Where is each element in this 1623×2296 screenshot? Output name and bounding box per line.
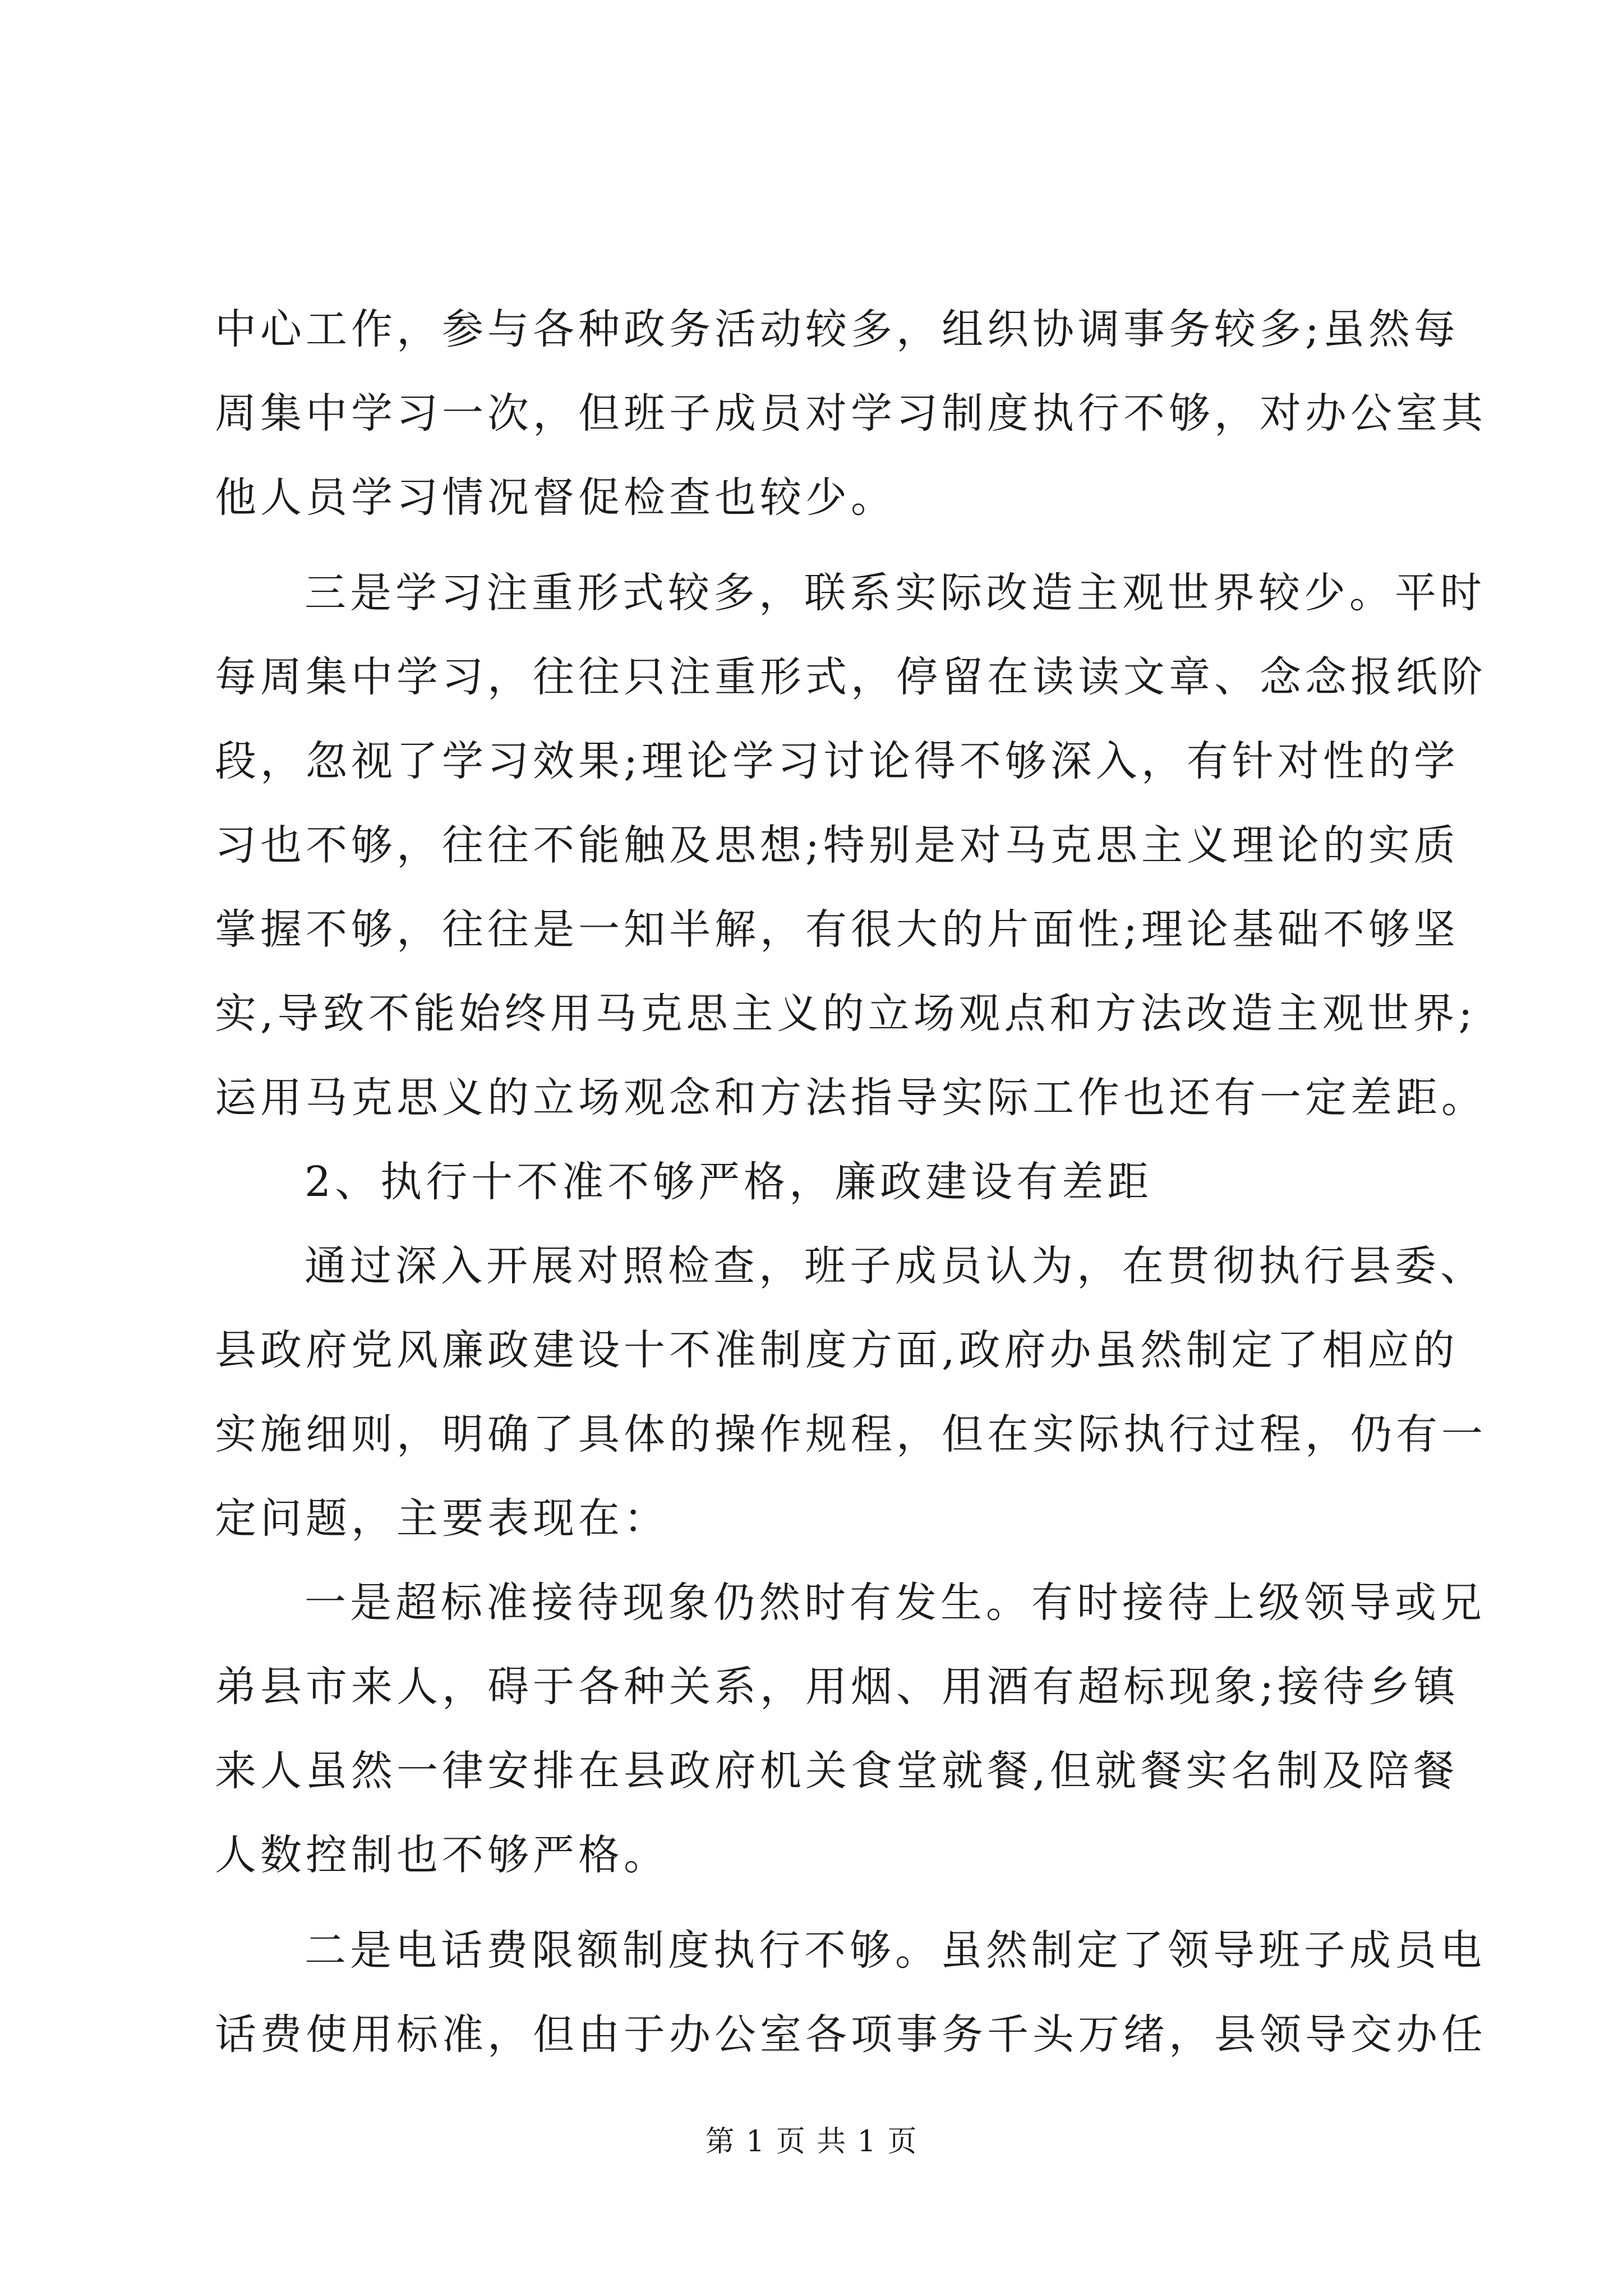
paragraph-first-line: 二是电话费限额制度执行不够。虽然制定了领导班子成员电 bbox=[305, 1926, 1486, 1975]
text-line: 来人虽然一律安排在县政府机关食堂就餐,但就餐实名制及陪餐 bbox=[215, 1747, 1459, 1795]
text-line: 习也不够，往往不能触及思想;特别是对马克思主义理论的实质 bbox=[215, 821, 1459, 869]
page-number-footer: 第 1 页 共 1 页 bbox=[705, 2125, 918, 2159]
text-line: 他人员学习情况督促检查也较少。 bbox=[215, 473, 896, 522]
text-line: 实,导致不能始终用马克思主义的立场观点和方法改造主观世界; bbox=[215, 990, 1477, 1038]
text-line: 掌握不够，往往是一知半解，有很大的片面性;理论基础不够坚 bbox=[215, 905, 1459, 954]
text-line: 段，忽视了学习效果;理论学习讨论得不够深入，有针对性的学 bbox=[215, 737, 1459, 785]
text-line: 运用马克思义的立场观念和方法指导实际工作也还有一定差距。 bbox=[215, 1074, 1487, 1122]
section-heading: 2、执行十不准不够严格，廉政建设有差距 bbox=[305, 1158, 1153, 1206]
paragraph-first-line: 通过深入开展对照检查，班子成员认为，在贯彻执行县委、 bbox=[305, 1242, 1486, 1290]
paragraph-first-line: 三是学习注重形式较多，联系实际改造主观世界较少。平时 bbox=[305, 569, 1486, 617]
text-line: 话费使用标准，但由于办公室各项事务千头万绪，县领导交办任 bbox=[215, 2010, 1487, 2059]
text-line: 每周集中学习，往往只注重形式，停留在读读文章、念念报纸阶 bbox=[215, 653, 1487, 701]
text-line: 实施细则，明确了具体的操作规程，但在实际执行过程，仍有一 bbox=[215, 1410, 1487, 1458]
text-line: 周集中学习一次，但班子成员对学习制度执行不够，对办公室其 bbox=[215, 389, 1487, 438]
text-line: 弟县市来人，碍于各种关系，用烟、用酒有超标现象;接待乡镇 bbox=[215, 1663, 1459, 1711]
paragraph-first-line: 一是超标准接待现象仍然时有发生。有时接待上级领导或兄 bbox=[305, 1579, 1486, 1627]
text-line: 县政府党风廉政建设十不准制度方面,政府办虽然制定了相应的 bbox=[215, 1326, 1459, 1374]
text-line: 中心工作，参与各种政务活动较多，组织协调事务较多;虽然每 bbox=[215, 305, 1459, 353]
document-body bbox=[215, 287, 1487, 2077]
text-line: 定问题，主要表现在： bbox=[215, 1494, 669, 1543]
text-line: 人数控制也不够严格。 bbox=[215, 1831, 669, 1879]
